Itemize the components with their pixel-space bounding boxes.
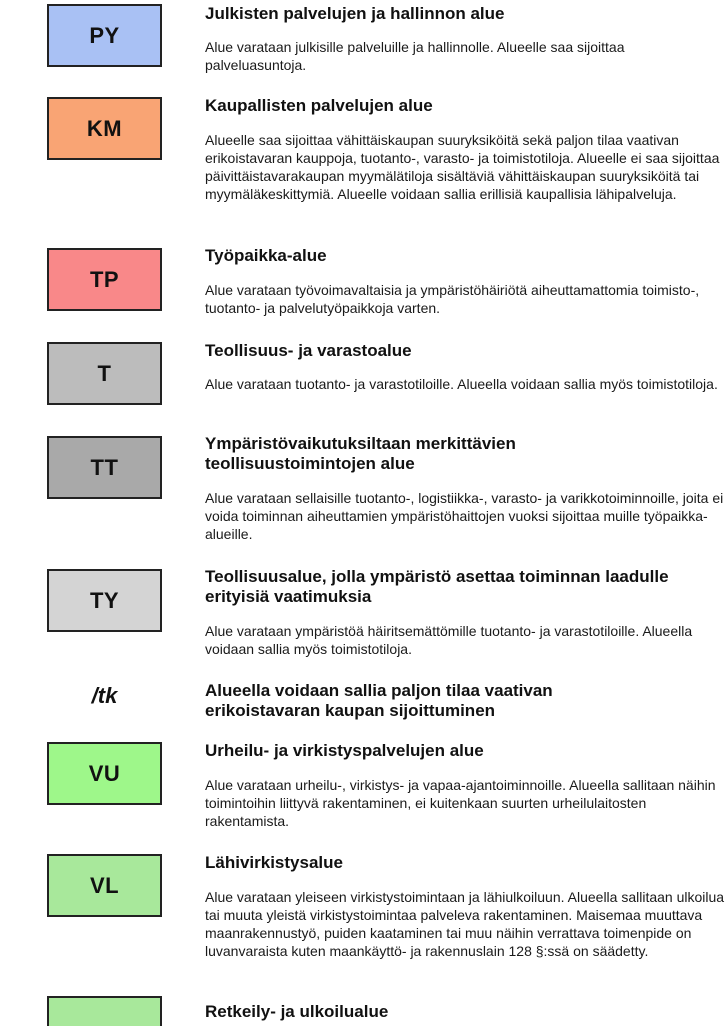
entry-title-t: Teollisuus- ja varastoalue (205, 341, 412, 360)
swatch-vu: VU (47, 742, 162, 805)
entry-title-py: Julkisten palvelujen ja hallinnon alue (205, 4, 505, 23)
entry-title-tp: Työpaikka-alue (205, 246, 327, 265)
swatch-tt: TT (47, 436, 162, 499)
swatch-ty: TY (47, 569, 162, 632)
swatch-tp: TP (47, 248, 162, 311)
entry-title-ty: Teollisuusalue, jolla ympäristö asettaa toiminnan laadulle erityisiä vaatimuksia (205, 567, 669, 606)
entry-desc-ty: Alue varataan ympäristöä häiritsemättömille tuotanto- ja varastotiloille. Alueella voidaan sallia myös toimistotiloja. (205, 623, 693, 657)
entry-title-vl: Lähivirkistysalue (205, 853, 343, 872)
entry-title-km: Kaupallisten palvelujen alue (205, 96, 433, 115)
entry-desc-vu: Alue varataan urheilu-, virkistys- ja vapaa-ajantoiminnoille. Alueella sallitaan näihin toimintoihin liittyvä rakentaminen, ei kuitenkaan suurten urheilulaitosten rakentamista. (205, 777, 716, 829)
entry-title-tk: Alueella voidaan sallia paljon tilaa vaativan erikoistavaran kaupan sijoittuminen (205, 681, 553, 720)
entry-desc-vl: Alue varataan yleiseen virkistystoimintaan ja lähiulkoiluun. Alueella sallitaan ulkoilua tai muuta yleistä virkistystoimintaa palveleva rakentaminen. Maisemaa muuttava maanrakennustyö, puiden kaataminen tai muu näihin verrattava toimenpide on luvanvaraista kuten maankäyttö- ja rakennuslain 128 §:ssä on säädetty. (205, 889, 725, 959)
swatch-t: T (47, 342, 162, 405)
entry-title-partial: Retkeily- ja ulkoilualue (205, 1002, 389, 1021)
entry-desc-tt: Alue varataan sellaisille tuotanto-, logistiikka-, varasto- ja varikkotoiminnoille, joita ei voida toiminnan aiheuttamien ympäristöhaittojen vuoksi sijoittaa muille työpaikka-alueille. (205, 490, 724, 542)
entry-desc-tp: Alue varataan työvoimavaltaisia ja ympäristöhäiriötä aiheuttamattomia toimisto-, tuotanto- ja palvelutyöpaikkoja varten. (205, 282, 700, 316)
entry-desc-py: Alue varataan julkisille palveluille ja hallinnolle. Alueelle saa sijoittaa palveluasuntoja. (205, 39, 625, 73)
swatch-py: PY (47, 4, 162, 67)
entry-desc-km: Alueelle saa sijoittaa vähittäiskaupan suuryksiköitä sekä paljon tilaa vaativan erikoistavaran kauppoja, tuotanto-, varasto- ja toimistotiloja. Alueelle ei saa sijoittaa päivittäistavarakaupan myymälätiloja sisältäviä vähittäiskaupan suuryksiköitä tai myymäläkeskittymiä. Alueelle voidaan sallia erillisiä kaupallisia lähipalveluja. (205, 132, 720, 202)
entry-title-vu: Urheilu- ja virkistyspalvelujen alue (205, 741, 484, 760)
swatch-km: KM (47, 97, 162, 160)
symbol-tk: /tk (91, 683, 118, 708)
swatch-vl: VL (47, 854, 162, 917)
entry-title-tt: Ympäristövaikutuksiltaan merkittävien teollisuustoimintojen alue (205, 434, 516, 473)
swatch-partial (47, 996, 162, 1026)
entry-desc-t: Alue varataan tuotanto- ja varastotiloille. Alueella voidaan sallia myös toimistotiloja. (205, 376, 718, 392)
